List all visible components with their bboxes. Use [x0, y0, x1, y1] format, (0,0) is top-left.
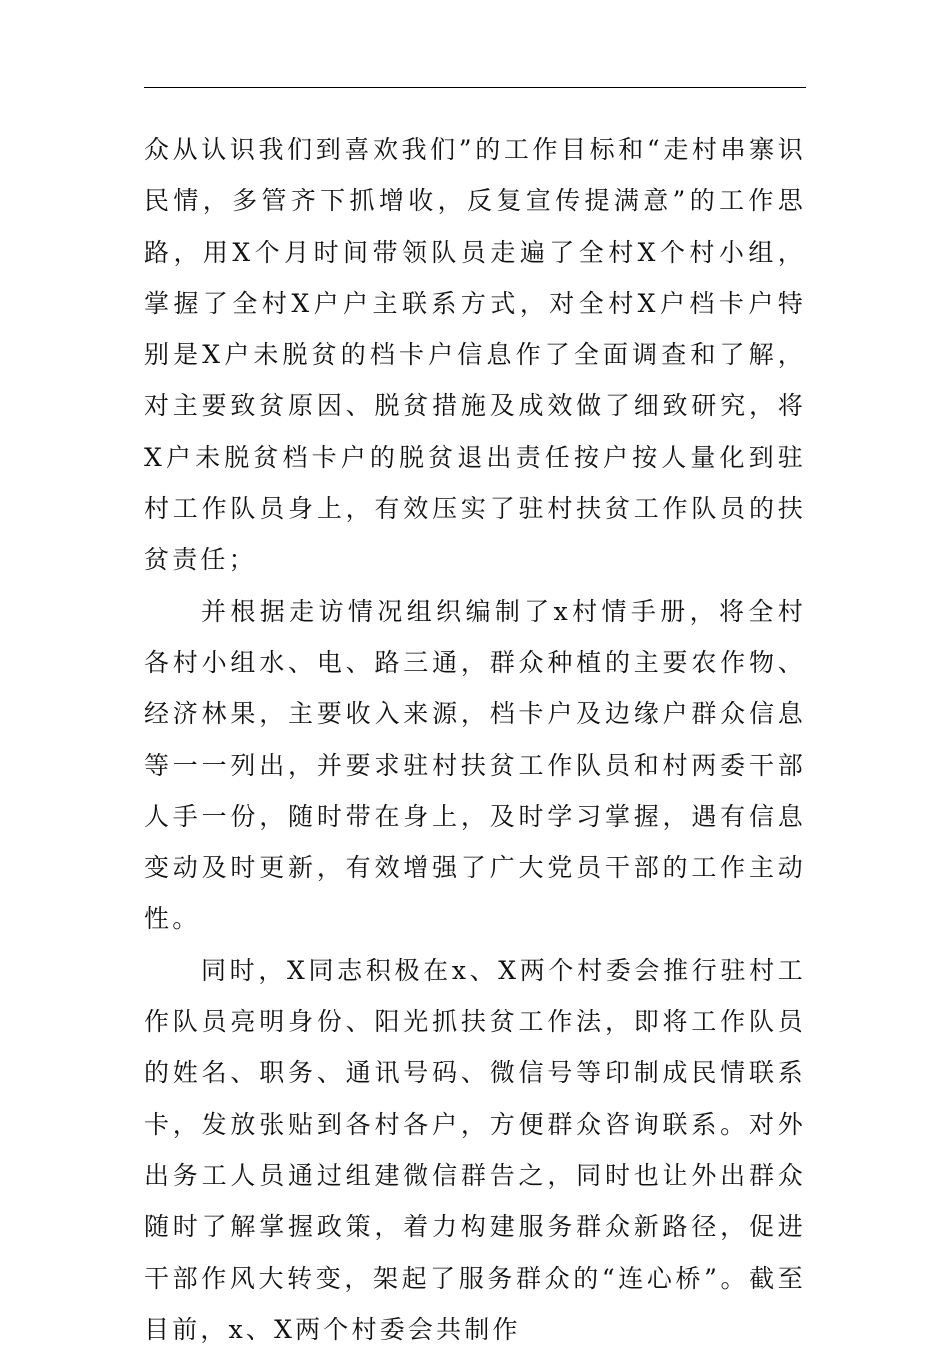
document-body	[144, 124, 806, 1355]
paragraph-2: 并根据走访情况组织编制了x村情手册，将全村各村小组水、电、路三通，群众种植的主要农作物、经济林果，主要收入来源，档卡户及边缘户群众信息等一一列出，并要求驻村扶贫工作队员和村两委干部人手一份，随时带在身上，及时学习掌握，遇有信息变动及时更新，有效增强了广大党员干部的工作主动性。	[144, 596, 806, 934]
paragraph-3: 同时，X同志积极在x、X两个村委会推行驻村工作队员亮明身份、阳光抓扶贫工作法，即将工作队员的姓名、职务、通讯号码、微信号等印制成民情联系卡，发放张贴到各村各户，方便群众咨询联系。对外出务工人员通过组建微信群告之，同时也让外出群众随时了解掌握政策，着力构建服务群众新路径，促进干部作风大转变，架起了服务群众的“连心桥”。截至目前，x、X两个村委会共制作	[144, 955, 806, 1344]
paragraph-1: 众从认识我们到喜欢我们”的工作目标和“走村串寨识民情，多管齐下抓增收，反复宣传提满意”的工作思路，用X个月时间带领队员走遍了全村X个村小组，掌握了全村X户户主联系方式，对全村X户档卡户特别是X户未脱贫的档卡户信息作了全面调查和了解，对主要致贫原因、脱贫措施及成效做了细致研究，将X户未脱贫档卡户的脱贫退出责任按户按人量化到驻村工作队员身上，有效压实了驻村扶贫工作队员的扶贫责任；	[144, 135, 806, 575]
header-rule	[144, 87, 806, 88]
